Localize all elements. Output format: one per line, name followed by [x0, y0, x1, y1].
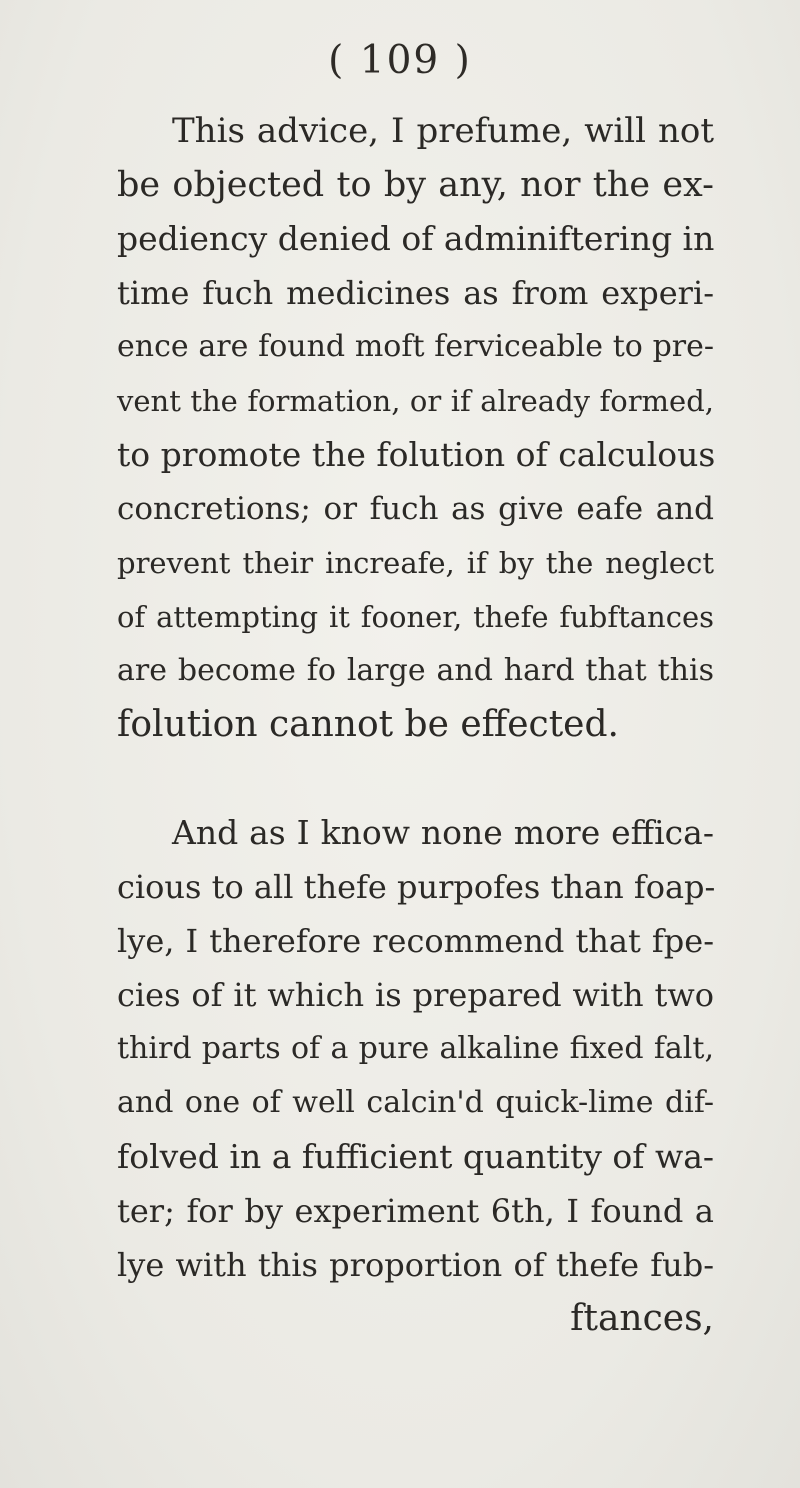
- text-line: This advice, I prefume, will not: [172, 111, 714, 151]
- text-line: folution cannot be effected.: [117, 704, 619, 745]
- text-line: of attempting it fooner, thefe fubftances: [117, 600, 714, 634]
- text-line: cious to all thefe purpofes than foap-: [117, 868, 716, 906]
- text-line: pediency denied of adminiftering in: [117, 219, 715, 258]
- text-line: prevent their increafe, if by the neglect: [117, 546, 714, 580]
- text-line: ence are found moft ferviceable to pre-: [117, 329, 714, 364]
- text-line: lye with this proportion of thefe fub-: [117, 1246, 714, 1284]
- text-line: And as I know none more effica-: [172, 813, 714, 852]
- text-line: vent the formation, or if already formed,: [117, 384, 714, 418]
- page-number: ( 109 ): [328, 38, 472, 83]
- text-line: lye, I therefore recommend that fpe-: [117, 922, 714, 960]
- text-line: to promote the folution of calculous: [117, 435, 716, 474]
- text-line: folved in a fufficient quantity of wa-: [117, 1137, 715, 1176]
- catchword: ftances,: [570, 1298, 714, 1339]
- text-line: third parts of a pure alkaline fixed falt,: [117, 1031, 714, 1066]
- text-line: time fuch medicines as from experi-: [117, 274, 714, 312]
- text-line: ter; for by experiment 6th, I found a: [117, 1192, 714, 1230]
- text-line: are become fo large and hard that this: [117, 653, 714, 688]
- text-line: concretions; or fuch as give eafe and: [117, 491, 714, 527]
- text-line: and one of well calcin'd quick-lime dif-: [117, 1085, 714, 1120]
- text-line: cies of it which is prepared with two: [117, 976, 714, 1014]
- text-line: be objected to by any, nor the ex-: [117, 165, 714, 205]
